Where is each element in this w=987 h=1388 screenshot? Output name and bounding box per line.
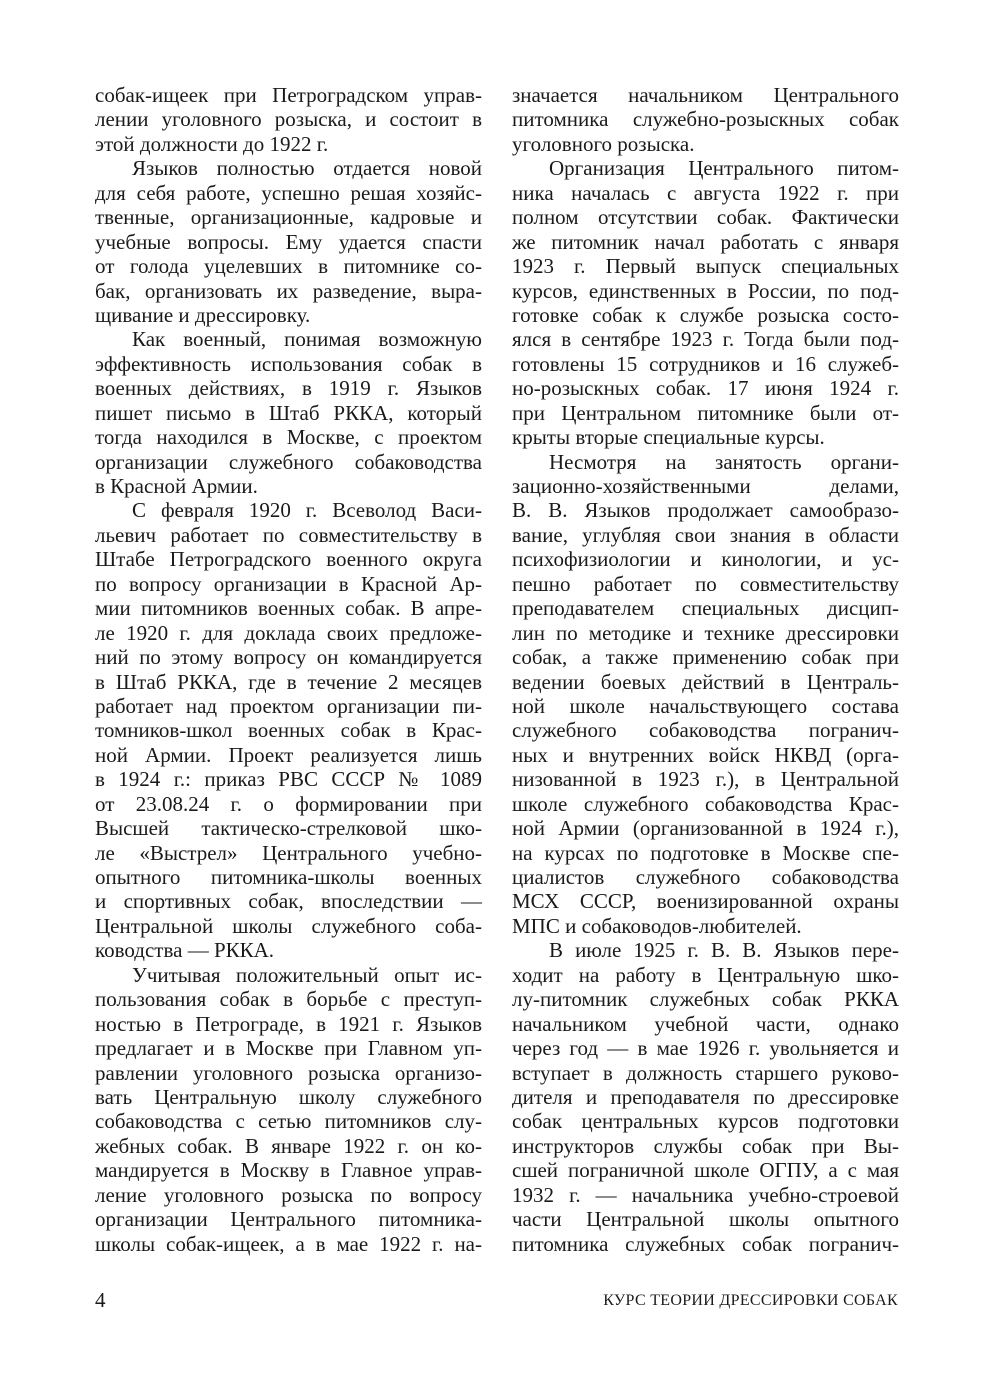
text-line: части Центральной школы опытного (512, 1207, 899, 1232)
text-line: 1923 г. Первый выпуск специальных (512, 254, 899, 279)
text-line: В. В. Языков продолжает самообразо- (512, 498, 899, 523)
text-line: зационно-хозяйственными делами, (512, 474, 899, 498)
text-line: ной Армии. Проект реализуется лишь (95, 742, 482, 767)
text-line: 1932 г. — начальника учебно-строевой (512, 1182, 899, 1207)
paragraph (512, 450, 899, 939)
page-number: 4 (95, 1288, 106, 1312)
text-line: для себя работе, успешно решая хозяйс- (95, 180, 482, 205)
paragraph (95, 83, 482, 156)
text-line: в Штаб РККА, где в течение 2 месяцев (95, 669, 482, 694)
text-line: ных и внутренних войск НКВД (орга- (512, 742, 899, 767)
text-line: организации служебного собаководства (95, 449, 482, 474)
text-line: питомника служебно-розыскных собак (512, 107, 899, 132)
text-line: низованной в 1923 г.), в Центральной (512, 767, 899, 792)
text-line: ной школе начальствующего состава (512, 693, 899, 718)
text-line: МСХ СССР, военизированной охраны (512, 889, 899, 914)
text-line: пишет письмо в Штаб РККА, который (95, 400, 482, 425)
text-line: ле «Выстрел» Центрального учебно- (95, 840, 482, 865)
text-line: ходит на работу в Центральную шко- (512, 962, 899, 987)
text-line: Высшей тактическо-стрелковой шко- (95, 816, 482, 841)
text-line: МПС и собаководов-любителей. (512, 913, 802, 938)
text-line: ведении боевых действий в Централь- (512, 669, 899, 694)
text-line: твенные, организационные, кадровые и (95, 205, 482, 230)
text-line: военных действиях, в 1919 г. Языков (95, 376, 482, 401)
text-line: лу-питомник служебных собак РККА (512, 987, 899, 1012)
text-line: при Центральном питомнике были от- (512, 400, 899, 425)
paragraph (95, 498, 482, 962)
text-line: ностью в Петрограде, в 1921 г. Языков (95, 1011, 482, 1036)
text-line: инструкторов службы собак при Вы- (512, 1133, 899, 1158)
text-line: в 1924 г.: приказ РВС СССР № 1089 (95, 767, 482, 792)
text-line: Центральной школы служебного соба- (95, 913, 482, 938)
text-line: льевич работает по совместительству в (95, 522, 482, 547)
text-line: начальником учебной части, однако (512, 1011, 899, 1036)
text-line: жебных собак. В январе 1922 г. он ко- (95, 1133, 482, 1158)
text-line: на курсах по подготовке в Москве спе- (512, 840, 899, 865)
text-line: ководства — РККА. (95, 938, 275, 963)
text-line: Несмотря на занятость органи- (549, 449, 899, 474)
text-line: сшей пограничной школе ОГПУ, а с мая (512, 1158, 899, 1183)
text-line: циалистов служебного собаководства (512, 865, 899, 889)
text-line: собак-ищеек при Петроградском управ- (95, 83, 482, 107)
paragraph (95, 327, 482, 498)
text-line: Штабе Петроградского военного округа (95, 547, 482, 572)
text-line: в Красной Армии. (95, 474, 258, 498)
text-line: этой должности до 1922 г. (95, 131, 329, 156)
text-line: питомника служебных собак погранич- (512, 1231, 899, 1256)
text-line: предлагает и в Москве при Главном уп- (95, 1036, 482, 1061)
text-line: ной Армии (организованной в 1924 г.), (512, 816, 899, 841)
text-line: эффективность использования собак в (95, 351, 482, 376)
text-line: значается начальником Центрального (512, 83, 899, 107)
text-line: тогда находился в Москве, с проектом (95, 425, 482, 450)
text-line: лении уголовного розыска, и состоит в (95, 107, 482, 132)
text-line: Учитывая положительный опыт ис- (132, 962, 482, 987)
text-line: собак центральных курсов подготовки (512, 1109, 899, 1134)
text-line: опытного питомника-школы военных (95, 865, 482, 889)
text-line: томников-школ военных собак в Крас- (95, 718, 482, 743)
text-column-left (95, 83, 482, 1256)
text-line: но-розыскных собак. 17 июня 1924 г. (512, 376, 899, 401)
text-line: вание, углубляя свои знания в области (512, 522, 899, 547)
text-line: работает над проектом организации пи- (95, 693, 482, 718)
text-line: бак, организовать их разведение, выра- (95, 278, 482, 303)
paragraph (512, 156, 899, 449)
text-line: школе служебного собаководства Крас- (512, 791, 899, 816)
paragraph (512, 938, 899, 1256)
text-line: же питомник начал работать с января (512, 229, 899, 254)
text-line: ний по этому вопросу он командируется (95, 645, 482, 670)
text-column-right (512, 83, 899, 1256)
text-line: и спортивных собак, впоследствии — (95, 889, 482, 914)
text-line: от голода уцелевших в питомнике со- (95, 254, 482, 279)
text-line: через год — в мае 1926 г. увольняется и (512, 1036, 899, 1061)
paragraph (512, 83, 899, 156)
text-line: школы собак-ищеек, а в мае 1922 г. на- (95, 1231, 482, 1256)
text-line: Организация Центрального питом- (549, 156, 899, 181)
text-line: В июле 1925 г. В. В. Языков пере- (549, 938, 899, 963)
text-line: преподавателем специальных дисцип- (512, 596, 899, 621)
text-line: собак, а также применению собак при (512, 645, 899, 670)
text-line: пользования собак в борьбе с преступ- (95, 987, 482, 1012)
text-line: по вопросу организации в Красной Ар- (95, 571, 482, 596)
text-line: дителя и преподавателя по дрессировке (512, 1084, 899, 1109)
text-line: ника началась с августа 1922 г. при (512, 180, 899, 205)
text-line: мандируется в Москву в Главное управ- (95, 1158, 482, 1183)
text-line: лин по методике и технике дрессировки (512, 620, 899, 645)
paragraph (95, 963, 482, 1256)
text-line: собаководства с сетью питомников слу- (95, 1109, 482, 1134)
text-line: мии питомников военных собак. В апре- (95, 596, 482, 621)
text-line: Как военный, понимая возможную (132, 327, 482, 352)
paragraph (95, 156, 482, 327)
text-line: ление уголовного розыска по вопросу (95, 1182, 482, 1207)
text-line: Языков полностью отдается новой (132, 156, 482, 181)
running-title: КУРС ТЕОРИИ ДРЕССИРОВКИ СОБАК (603, 1292, 898, 1309)
text-line: организации Центрального питомника- (95, 1207, 482, 1232)
text-line: учебные вопросы. Ему удается спасти (95, 229, 482, 254)
text-line: С февраля 1920 г. Всеволод Васи- (132, 498, 482, 523)
text-line: готовлены 15 сотрудников и 16 служеб- (512, 351, 899, 376)
text-line: готовке собак к службе розыска состо- (512, 302, 899, 327)
text-line: ялся в сентябре 1923 г. Тогда были под- (512, 327, 899, 352)
text-line: ле 1920 г. для доклада своих предложе- (95, 620, 482, 645)
text-line: уголовного розыска. (512, 131, 695, 156)
text-line: служебного собаководства погранич- (512, 718, 899, 743)
text-line: полном отсутствии собак. Фактически (512, 205, 899, 230)
text-line: равлении уголовного розыска организо- (95, 1060, 482, 1085)
text-line: вступает в должность старшего руково- (512, 1060, 899, 1085)
text-line: курсов, единственных в России, по под- (512, 278, 899, 303)
text-line: психофизиологии и кинологии, и ус- (512, 547, 899, 572)
text-line: крыты вторые специальные курсы. (512, 425, 825, 450)
text-line: пешно работает по совместительству (512, 571, 899, 596)
text-line: вать Центральную школу служебного (95, 1084, 482, 1109)
text-line: от 23.08.24 г. о формировании при (95, 791, 482, 816)
text-line: щивание и дрессировку. (95, 302, 311, 327)
